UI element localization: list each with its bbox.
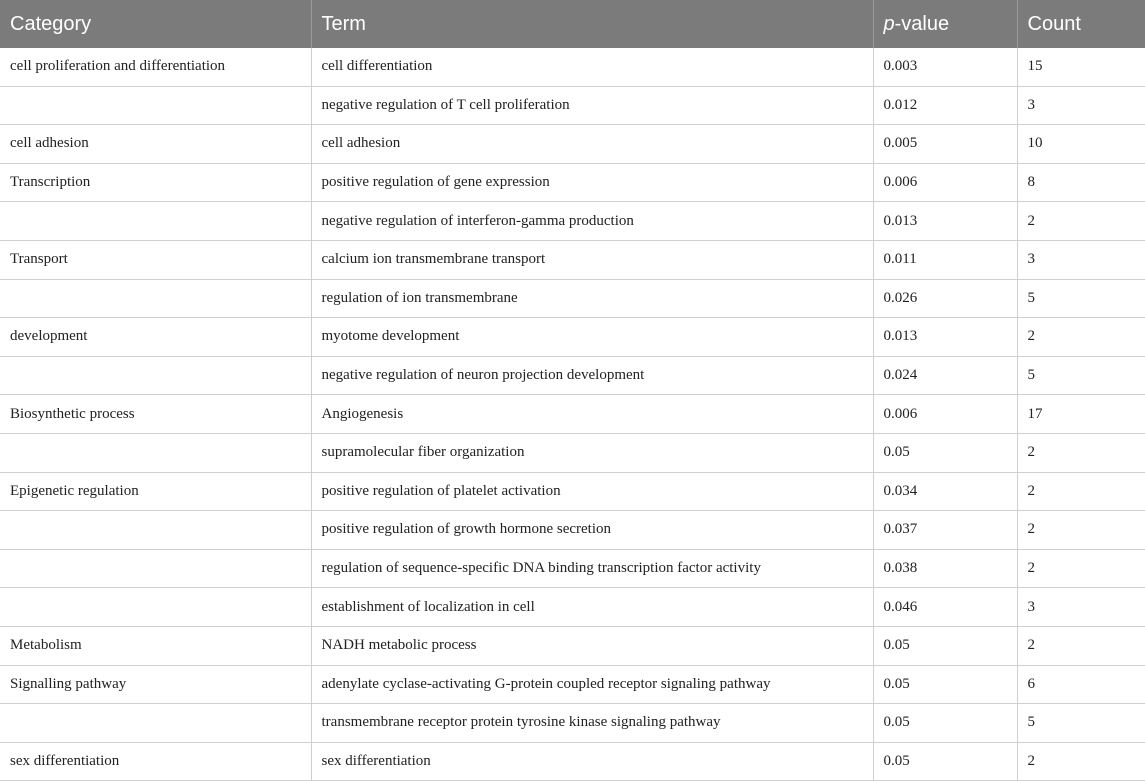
table-row (0, 626, 1145, 665)
table-row (0, 240, 1145, 279)
cell-term: positive regulation of growth hormone secretion (311, 511, 873, 550)
cell-count: 2 (1017, 626, 1145, 665)
cell-term: NADH metabolic process (311, 626, 873, 665)
table-row (0, 704, 1145, 743)
cell-pvalue: 0.011 (873, 240, 1017, 279)
table-row (0, 48, 1145, 86)
cell-term: positive regulation of gene expression (311, 163, 873, 202)
cell-pvalue: 0.05 (873, 626, 1017, 665)
table-row (0, 356, 1145, 395)
header-pvalue-rest: -value (894, 12, 950, 35)
cell-term: negative regulation of interferon-gamma production (311, 202, 873, 241)
cell-term: sex differentiation (311, 742, 873, 781)
cell-count: 5 (1017, 279, 1145, 318)
table-row (0, 318, 1145, 357)
cell-category (0, 511, 311, 550)
cell-pvalue: 0.05 (873, 704, 1017, 743)
cell-count: 5 (1017, 356, 1145, 395)
cell-category: Metabolism (0, 626, 311, 665)
table-row (0, 549, 1145, 588)
cell-category (0, 202, 311, 241)
table-row (0, 588, 1145, 627)
cell-category: Epigenetic regulation (0, 472, 311, 511)
cell-count: 2 (1017, 549, 1145, 588)
cell-term: adenylate cyclase-activating G-protein coupled receptor signaling pathway (311, 665, 873, 704)
table-row (0, 395, 1145, 434)
cell-term: cell differentiation (311, 48, 873, 86)
cell-term: cell adhesion (311, 125, 873, 164)
cell-count: 2 (1017, 202, 1145, 241)
cell-term: positive regulation of platelet activation (311, 472, 873, 511)
cell-category (0, 549, 311, 588)
header-pvalue (873, 0, 1017, 48)
table-header-row (0, 0, 1145, 48)
table-row (0, 86, 1145, 125)
cell-pvalue: 0.003 (873, 48, 1017, 86)
cell-pvalue: 0.026 (873, 279, 1017, 318)
header-category: Category (0, 0, 311, 48)
table-row (0, 279, 1145, 318)
cell-term: negative regulation of neuron projection development (311, 356, 873, 395)
cell-category: cell proliferation and differentiation (0, 48, 311, 86)
cell-count: 2 (1017, 511, 1145, 550)
cell-term: Angiogenesis (311, 395, 873, 434)
cell-category: Transport (0, 240, 311, 279)
table-row (0, 163, 1145, 202)
cell-pvalue: 0.046 (873, 588, 1017, 627)
table-row (0, 665, 1145, 704)
cell-term: myotome development (311, 318, 873, 357)
cell-count: 10 (1017, 125, 1145, 164)
cell-pvalue: 0.006 (873, 395, 1017, 434)
cell-count: 5 (1017, 704, 1145, 743)
cell-term: establishment of localization in cell (311, 588, 873, 627)
cell-pvalue: 0.038 (873, 549, 1017, 588)
table-row (0, 742, 1145, 781)
cell-pvalue: 0.05 (873, 665, 1017, 704)
cell-pvalue: 0.013 (873, 318, 1017, 357)
cell-count: 3 (1017, 240, 1145, 279)
cell-pvalue: 0.037 (873, 511, 1017, 550)
cell-pvalue: 0.024 (873, 356, 1017, 395)
cell-category (0, 356, 311, 395)
cell-term: transmembrane receptor protein tyrosine kinase signaling pathway (311, 704, 873, 743)
cell-category (0, 588, 311, 627)
cell-category: development (0, 318, 311, 357)
table-row (0, 433, 1145, 472)
cell-category (0, 86, 311, 125)
cell-category: cell adhesion (0, 125, 311, 164)
cell-category: sex differentiation (0, 742, 311, 781)
header-count: Count (1017, 0, 1145, 48)
cell-category (0, 279, 311, 318)
cell-term: regulation of ion transmembrane (311, 279, 873, 318)
cell-category (0, 433, 311, 472)
table-row (0, 202, 1145, 241)
cell-pvalue: 0.05 (873, 742, 1017, 781)
header-term: Term (311, 0, 873, 48)
cell-category: Biosynthetic process (0, 395, 311, 434)
cell-category (0, 704, 311, 743)
table-row (0, 511, 1145, 550)
cell-category: Transcription (0, 163, 311, 202)
cell-pvalue: 0.034 (873, 472, 1017, 511)
cell-count: 2 (1017, 433, 1145, 472)
cell-pvalue: 0.005 (873, 125, 1017, 164)
cell-term: regulation of sequence-specific DNA binding transcription factor activity (311, 549, 873, 588)
cell-term: negative regulation of T cell proliferation (311, 86, 873, 125)
cell-pvalue: 0.012 (873, 86, 1017, 125)
cell-count: 2 (1017, 318, 1145, 357)
cell-count: 15 (1017, 48, 1145, 86)
cell-count: 2 (1017, 472, 1145, 511)
cell-count: 6 (1017, 665, 1145, 704)
cell-term: calcium ion transmembrane transport (311, 240, 873, 279)
cell-category: Signalling pathway (0, 665, 311, 704)
cell-count: 17 (1017, 395, 1145, 434)
cell-count: 8 (1017, 163, 1145, 202)
table-row (0, 472, 1145, 511)
cell-pvalue: 0.05 (873, 433, 1017, 472)
cell-pvalue: 0.013 (873, 202, 1017, 241)
table-row (0, 125, 1145, 164)
cell-count: 3 (1017, 86, 1145, 125)
cell-pvalue: 0.006 (873, 163, 1017, 202)
header-pvalue-italic: p (883, 12, 895, 35)
cell-count: 2 (1017, 742, 1145, 781)
cell-term: supramolecular fiber organization (311, 433, 873, 472)
table-body (0, 48, 1145, 781)
cell-count: 3 (1017, 588, 1145, 627)
